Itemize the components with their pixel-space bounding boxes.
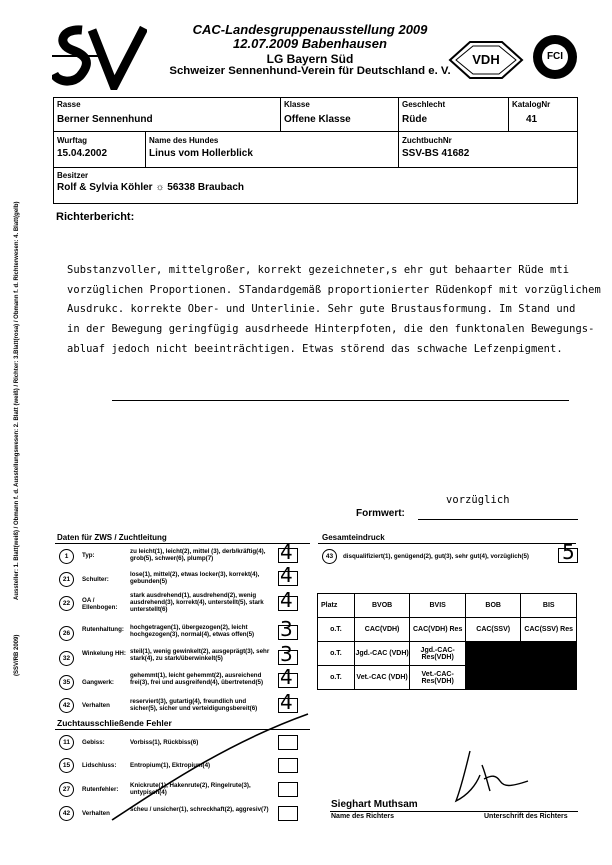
platz-header: BIS	[521, 594, 577, 618]
platz-cell: o.T.	[318, 666, 355, 690]
platz-cell: Jgd.-CAC (VDH)	[354, 642, 410, 666]
fehler-row-label: Verhalten	[82, 810, 110, 817]
gesamt-mark: 5	[562, 540, 575, 564]
hundename-label: Name des Hundes	[149, 136, 219, 145]
zws-row-number: 42	[59, 698, 74, 713]
report-line: in der Bewegung geringfügig ausdrheede Hinterpfoten, die den funktonalen Bewegungs-	[67, 323, 595, 335]
klasse-label: Klasse	[284, 100, 310, 109]
zws-row-number: 32	[59, 651, 74, 666]
zws-heading: Daten für ZWS / Zuchtleitung	[57, 533, 167, 542]
besitzer-value: Rolf & Sylvia Köhler ☼ 56338 Braubach	[57, 182, 245, 193]
sv-logo	[52, 24, 147, 90]
zws-row-number: 1	[59, 549, 74, 564]
zuchtbuchnr-label: ZuchtbuchNr	[402, 136, 452, 145]
fehler-strike-line	[110, 712, 310, 822]
vdh-logo	[446, 40, 526, 80]
zws-row-desc: gehemmt(1), leicht gehemmt(2), ausreichend frei(3), frei und ausgreifend(4), übertretend(5)	[130, 672, 264, 686]
fehler-row-desc: scheu / unsicher(1), schreckhaft(2), aggresiv(7)	[130, 806, 269, 813]
fci-logo	[532, 34, 578, 80]
zws-row-mark: 4	[280, 690, 293, 714]
header-title-3: LG Bayern Süd	[266, 52, 354, 66]
fehler-row-label: Rutenfehler:	[82, 786, 119, 793]
zws-row-mark: 4	[280, 588, 293, 612]
fehler-heading: Zuchtausschließende Fehler	[57, 718, 172, 728]
fehler-row-desc: Entropium(1), Ektropium(4)	[130, 762, 211, 769]
platz-cell: Jgd.-CAC-Res(VDH)	[410, 642, 466, 666]
fehler-row-number: 15	[59, 758, 74, 773]
platz-header: BOB	[465, 594, 521, 618]
gesamt-heading: Gesamteindruck	[322, 533, 385, 542]
side-form-code: (SSV/RB 2009)	[14, 634, 20, 676]
header-title-1: CAC-Landesgruppenausstellung 2009	[192, 22, 428, 37]
formwert-label: Formwert:	[356, 508, 405, 519]
fci-logo-text: FCI	[546, 51, 564, 62]
zws-row-label: OA / Ellenbogen:	[82, 597, 118, 611]
report-separator	[112, 400, 569, 401]
formwert-value: vorzüglich	[446, 494, 510, 506]
platz-cell: Vet.-CAC-Res(VDH)	[410, 666, 466, 690]
hundename-value: Linus vom Hollerblick	[149, 148, 253, 159]
zws-row-label: Winkelung HH:	[82, 650, 126, 657]
fehler-row-label: Gebiss:	[82, 739, 105, 746]
katalognr-label: KatalogNr	[512, 100, 551, 109]
platz-cell: CAC(VDH)	[354, 618, 410, 642]
platz-redacted	[465, 642, 576, 666]
zws-row-desc: steil(1), wenig gewinkelt(2), ausgeprägt(3), sehr stark(4), zu stark/überwinkelt(5)	[130, 648, 270, 662]
report-line: abluaf jedoch nicht beeinträchtigen. Etwas störend das schwache Lefzenpigment.	[67, 343, 563, 355]
zws-row-mark: 4	[280, 665, 293, 689]
zws-row-number: 26	[59, 626, 74, 641]
katalognr-value: 41	[526, 114, 538, 125]
wurftag-label: Wurftag	[57, 136, 88, 145]
platz-redacted	[465, 666, 576, 690]
zws-row-mark: 3	[280, 617, 293, 641]
judge-signature-label: Unterschrift des Richters	[484, 813, 568, 820]
wurftag-value: 15.04.2002	[57, 148, 108, 159]
platz-cell: CAC(SSV) Res	[521, 618, 577, 642]
zws-row-number: 22	[59, 596, 74, 611]
header-title-2: 12.07.2009 Babenhausen	[233, 36, 387, 51]
fehler-row-desc: Vorbiss(1), Rückbiss(6)	[130, 739, 199, 746]
rasse-value: Berner Sennenhund	[57, 114, 153, 125]
besitzer-label: Besitzer	[57, 171, 89, 180]
report-line: Substanzvoller, mittelgroßer, korrekt gezeichneter,s ehr gut behaarter Rüde mti	[67, 264, 570, 276]
zws-row-number: 35	[59, 675, 74, 690]
zws-row-label: Schulter:	[82, 576, 109, 583]
zws-row-number: 21	[59, 572, 74, 587]
gesamt-desc: disqualifiziert(1), genügend(2), gut(3), sehr gut(4), vorzüglich(5)	[343, 553, 529, 560]
fehler-row-number: 27	[59, 782, 74, 797]
vdh-logo-text: VDH	[472, 52, 500, 67]
zws-row-desc: reserviert(3), gutartig(4), freundlich und sicher(5), sicher und verteidigungsbereit(6)	[130, 698, 258, 712]
platz-table	[317, 593, 577, 690]
fehler-row-label: Lidschluss:	[82, 762, 117, 769]
zws-row-mark: 4	[280, 563, 293, 587]
rasse-label: Rasse	[57, 100, 81, 109]
report-line: vorzüglichen Proportionen. STandardgemäß proportionierter Rüdenkopf mit vorzüglichem	[67, 284, 601, 296]
judge-name: Sieghart Muthsam	[331, 799, 418, 810]
geschlecht-value: Rüde	[402, 114, 427, 125]
richterbericht-heading: Richterbericht:	[56, 211, 135, 223]
zws-row-desc: zu leicht(1), leicht(2), mittel (3), derb/kräftig(4), grob(5), schwer(6), plump(7)	[130, 548, 266, 562]
platz-cell: Vet.-CAC (VDH)	[354, 666, 410, 690]
platz-cell: o.T.	[318, 642, 355, 666]
zws-row-label: Gangwerk:	[82, 679, 114, 686]
fehler-row-number: 11	[59, 735, 74, 750]
zws-row-label: Typ:	[82, 552, 95, 559]
klasse-value: Offene Klasse	[284, 114, 351, 125]
platz-header: Platz	[318, 594, 355, 618]
zws-row-desc: stark ausdrehend(1), ausdrehend(2), wenig ausdrehend(3), korrekt(4), unterstellt(5), stark unterstellt(6)	[130, 592, 264, 613]
zws-row-desc: hochgetragen(1), übergezogen(2), leicht hochgezogen(3), normal(4), etwas offen(5)	[130, 624, 255, 638]
judge-signature	[452, 745, 532, 805]
platz-cell: CAC(VDH) Res	[410, 618, 466, 642]
judge-name-label: Name des Richters	[331, 813, 395, 820]
platz-cell: o.T.	[318, 618, 355, 642]
side-distribution-note: Aussteller: 1. Blatt(weiß) / Obmann f. d. Ausstellungswesen: 2. Blatt (weiß) / Richter: 3.Blatt(rosa) / Obmann f. d. Richterwesen: 4. Blatt(gelb)	[14, 201, 20, 600]
header-title-4: Schweizer Sennenhund-Verein für Deutschland e. V.	[169, 65, 451, 77]
platz-header: BVIS	[410, 594, 466, 618]
gesamt-number: 43	[322, 549, 337, 564]
fehler-row-number: 42	[59, 806, 74, 821]
zws-row-label: Rutenhaltung:	[82, 626, 124, 633]
zws-row-label: Verhalten	[82, 702, 110, 709]
zws-row-mark: 3	[280, 642, 293, 666]
geschlecht-label: Geschlecht	[402, 100, 446, 109]
platz-header: BVOB	[354, 594, 410, 618]
report-line: Ausdrukc. korrekte Ober- und Unterlinie. Sehr gute Brustausformung. Im Stand und	[67, 303, 576, 315]
platz-cell: CAC(SSV)	[465, 618, 521, 642]
zws-row-desc: lose(1), mittel(2), etwas locker(3), korrekt(4), gebunden(5)	[130, 571, 260, 585]
fehler-row-desc: Knickrute(1), Hakenrute(2), Ringelrute(3), untypisch(4)	[130, 782, 251, 796]
zuchtbuchnr-value: SSV-BS 41682	[402, 148, 470, 159]
zws-row-mark: 4	[280, 540, 293, 564]
